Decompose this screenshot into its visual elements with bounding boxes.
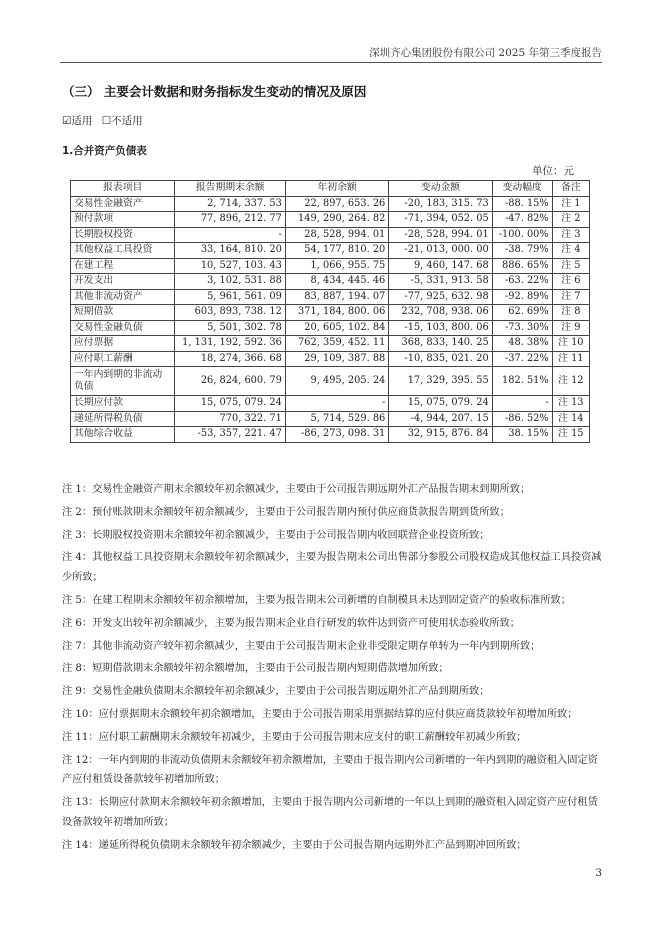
table-header-row: [71, 181, 590, 197]
cell-year-start: -86, 273, 098. 31: [285, 427, 388, 443]
cell-item: 应付票据: [71, 336, 175, 352]
cell-year-start: 29, 109, 387. 88: [285, 351, 388, 367]
cell-period-end: 2, 714, 337. 53: [175, 196, 285, 212]
cell-year-start: 22, 897, 653. 26: [285, 196, 388, 212]
cell-remark: 注 1: [552, 196, 589, 212]
cell-year-start: 5, 714, 529. 86: [285, 411, 388, 427]
cell-remark: 注 6: [552, 274, 589, 290]
note-item: 注 9：交易性金融负债期末余额较年初余额减少，主要由于公司报告期远期外汇产品到期所致；: [62, 686, 490, 698]
cell-item: 预付款项: [71, 212, 175, 228]
cell-change-amount: 232, 708, 938. 06: [389, 305, 492, 321]
cell-period-end: 603, 893, 738. 12: [175, 305, 285, 321]
cell-period-end: 33, 164, 810. 20: [175, 243, 285, 259]
table-row: [71, 243, 590, 259]
table-row: [71, 320, 590, 336]
cell-item: 长期应付款: [71, 396, 175, 412]
cell-change-rate: -37. 22%: [492, 351, 552, 367]
notes-section: [62, 480, 602, 859]
note-item: 注 10：应付票据期末余额较年初余额增加，主要由于公司报告期采用票据结算的应付供应商货款较年初增加所致；: [62, 708, 578, 720]
cell-change-rate: -92. 89%: [492, 289, 552, 305]
cell-change-rate: 182. 51%: [492, 367, 552, 396]
cell-year-start: 1, 066, 955. 75: [285, 258, 388, 274]
header-period-end: 报告期期末余额: [175, 181, 285, 197]
applicable-options: [62, 113, 149, 128]
cell-change-rate: -86. 52%: [492, 411, 552, 427]
page-header-title: 深圳齐心集团股份有限公司 2025 年第三季度报告: [369, 47, 602, 59]
table-row: [71, 212, 590, 228]
cell-item: 短期借款: [71, 305, 175, 321]
note-item: 注 4：其他权益工具投资期末余额较年初余额减少，主要为报告期末公司出售部分参股公司股权造成其他权益工具投资减少所致；: [62, 552, 602, 584]
cell-change-rate: -38. 79%: [492, 243, 552, 259]
cell-year-start: 54, 177, 810. 20: [285, 243, 388, 259]
cell-period-end: 15, 075, 079. 24: [175, 396, 285, 412]
cell-change-amount: -4, 944, 207. 15: [389, 411, 492, 427]
cell-item: 其他综合收益: [71, 427, 175, 443]
cell-remark: 注 2: [552, 212, 589, 228]
cell-year-start: 9, 495, 205. 24: [285, 367, 388, 396]
cell-period-end: -53, 357, 221. 47: [175, 427, 285, 443]
note-item: 注 5：在建工程期末余额较年初余额增加，主要为报告期末公司新增的自制模具未达到固定资产的验收标准所致；: [62, 594, 571, 606]
cell-change-rate: 48. 38%: [492, 336, 552, 352]
cell-remark: 注 12: [552, 367, 589, 396]
page-number: 3: [595, 867, 602, 879]
table-row: [71, 427, 590, 443]
cell-change-rate: 886. 65%: [492, 258, 552, 274]
cell-item: 交易性金融资产: [71, 196, 175, 212]
cell-change-amount: -15, 103, 800. 06: [389, 320, 492, 336]
note-item: 注 2：预付账款期末余额较年初余额减少，主要由于公司报告期内预付供应商货款报告期到货所致；: [62, 506, 510, 518]
cell-year-start: -: [285, 396, 388, 412]
cell-period-end: 3, 102, 531. 88: [175, 274, 285, 290]
cell-period-end: 10, 527, 103. 43: [175, 258, 285, 274]
table-row: [71, 274, 590, 290]
cell-period-end: 5, 501, 302. 78: [175, 320, 285, 336]
table-row: [71, 227, 590, 243]
cell-item: 在建工程: [71, 258, 175, 274]
cell-period-end: 26, 824, 600. 79: [175, 367, 285, 396]
note-item: 注 11：应付职工薪酬期末余额较年初减少，主要由于公司报告期末应支付的职工薪酬较年初减少所致；: [62, 731, 527, 743]
cell-change-rate: 62. 69%: [492, 305, 552, 321]
cell-change-amount: -10, 835, 021. 20: [389, 351, 492, 367]
cell-item: 其他非流动资产: [71, 289, 175, 305]
unit-label: 单位：元: [532, 165, 574, 177]
cell-remark: 注 10: [552, 336, 589, 352]
cell-remark: 注 7: [552, 289, 589, 305]
balance-sheet-subtitle: 1.合并资产负债表: [62, 145, 147, 157]
cell-remark: 注 13: [552, 396, 589, 412]
cell-change-rate: -47. 82%: [492, 212, 552, 228]
cell-change-amount: -71, 394, 052. 05: [389, 212, 492, 228]
cell-remark: 注 8: [552, 305, 589, 321]
cell-year-start: 20, 605, 102. 84: [285, 320, 388, 336]
cell-item: 长期股权投资: [71, 227, 175, 243]
cell-item: 其他权益工具投资: [71, 243, 175, 259]
cell-change-amount: 32, 915, 876. 84: [389, 427, 492, 443]
cell-period-end: 770, 322. 71: [175, 411, 285, 427]
cell-change-amount: -20, 183, 315. 73: [389, 196, 492, 212]
table-row: [71, 411, 590, 427]
header-year-start: 年初余额: [285, 181, 388, 197]
cell-year-start: 8, 434, 445. 46: [285, 274, 388, 290]
note-item: 注 14：递延所得税负债期末余额较年初余额减少，主要由于公司报告期内远期外汇产品到期冲回所致；: [62, 839, 527, 851]
header-remark: 备注: [552, 181, 589, 197]
cell-change-rate: 38. 15%: [492, 427, 552, 443]
cell-change-rate: -: [492, 396, 552, 412]
cell-change-amount: 368, 833, 140. 25: [389, 336, 492, 352]
table-row: [71, 258, 590, 274]
table-row: [71, 196, 590, 212]
cell-year-start: 83, 887, 194. 07: [285, 289, 388, 305]
cell-item: 应付职工薪酬: [71, 351, 175, 367]
cell-change-amount: -21, 013, 000. 00: [389, 243, 492, 259]
note-item: 注 1：交易性金融资产期末余额较年初余额减少，主要由于公司报告期远期外汇产品报告期末到期所致；: [62, 484, 531, 495]
cell-item: 开发支出: [71, 274, 175, 290]
header-change-rate: 变动幅度: [492, 181, 552, 197]
cell-year-start: 149, 290, 264. 82: [285, 212, 388, 228]
cell-year-start: 762, 359, 452. 11: [285, 336, 388, 352]
cell-change-amount: 9, 460, 147. 68: [389, 258, 492, 274]
cell-change-amount: 17, 329, 395. 55: [389, 367, 492, 396]
cell-change-amount: 15, 075, 079. 24: [389, 396, 492, 412]
cell-period-end: 77, 896, 212. 77: [175, 212, 285, 228]
cell-change-rate: -100. 00%: [492, 227, 552, 243]
cell-period-end: 18, 274, 366. 68: [175, 351, 285, 367]
cell-period-end: -: [175, 227, 285, 243]
applicable-checkbox: ☑适用: [62, 115, 93, 127]
cell-period-end: 5, 961, 561. 09: [175, 289, 285, 305]
cell-item: 一年内到期的非流动负债: [71, 367, 175, 396]
cell-item: 递延所得税负债: [71, 411, 175, 427]
cell-year-start: 28, 528, 994. 01: [285, 227, 388, 243]
note-item: 注 12：一年内到期的非流动负债期末余额较年初余额增加，主要由于报告期内公司新增的一年内到期的融资租入固定资产应付租赁设备款较年初增加所致；: [62, 754, 598, 786]
cell-change-amount: -77, 925, 632. 98: [389, 289, 492, 305]
cell-item: 交易性金融负债: [71, 320, 175, 336]
cell-remark: 注 14: [552, 411, 589, 427]
header-divider: [60, 62, 602, 63]
not-applicable-checkbox: ☐不适用: [101, 115, 143, 127]
table-row: [71, 289, 590, 305]
cell-remark: 注 15: [552, 427, 589, 443]
cell-change-rate: -63. 22%: [492, 274, 552, 290]
cell-change-amount: -28, 528, 994. 01: [389, 227, 492, 243]
balance-sheet-table: [70, 180, 590, 443]
cell-change-amount: -5, 331, 913. 58: [389, 274, 492, 290]
cell-change-rate: -88. 15%: [492, 196, 552, 212]
note-item: 注 7：其他非流动资产较年初余额减少，主要由于公司报告期末企业非受限定期存单转为一年内到期所致；: [62, 640, 541, 652]
section-title: （三） 主要会计数据和财务指标发生变动的情况及原因: [62, 84, 367, 99]
note-item: 注 6：开发支出较年初余额减少，主要为报告期末企业自行研发的软件达到资产可使用状态验收所致；: [62, 617, 520, 629]
table-row: [71, 351, 590, 367]
note-item: 注 3：长期股权投资期末余额较年初余额减少，主要由于公司报告期内收回联营企业投资所致；: [62, 529, 490, 541]
cell-remark: 注 3: [552, 227, 589, 243]
table-row: [71, 305, 590, 321]
cell-remark: 注 4: [552, 243, 589, 259]
cell-change-rate: -73. 30%: [492, 320, 552, 336]
cell-year-start: 371, 184, 800. 06: [285, 305, 388, 321]
table-row: [71, 336, 590, 352]
cell-remark: 注 11: [552, 351, 589, 367]
cell-remark: 注 9: [552, 320, 589, 336]
header-change-amount: 变动金额: [389, 181, 492, 197]
header-item: 报表项目: [71, 181, 175, 197]
table-row: [71, 367, 590, 396]
note-item: 注 13：长期应付款期末余额较年初余额增加，主要由于报告期内公司新增的一年以上到期的融资租入固定资产应付租赁设备款较年初增加所致；: [62, 797, 598, 828]
cell-period-end: 1, 131, 192, 592. 36: [175, 336, 285, 352]
table-row: [71, 396, 590, 412]
note-item: 注 8：短期借款期末余额较年初余额增加，主要由于公司报告期内短期借款增加所致；: [62, 663, 449, 675]
cell-remark: 注 5: [552, 258, 589, 274]
